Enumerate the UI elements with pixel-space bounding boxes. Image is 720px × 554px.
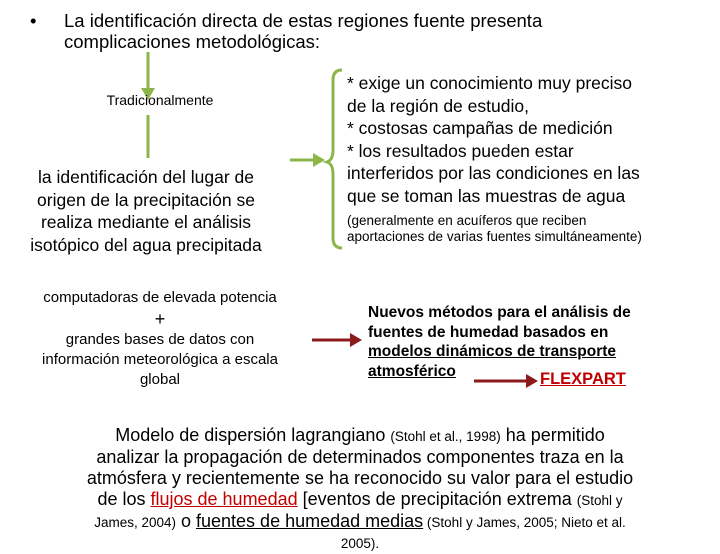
computers-line-3: información meteorológica a escala bbox=[42, 351, 278, 368]
new-methods-line-3: modelos dinámicos de transporte bbox=[368, 343, 617, 360]
model-line-6: 2005). bbox=[340, 536, 380, 551]
ident-line: realiza mediante el análisis bbox=[40, 212, 252, 232]
green-arrow-right-head bbox=[313, 153, 325, 167]
model-text: [eventos de precipitación extrema bbox=[297, 489, 577, 509]
note-line: aportaciones de varias fuentes simultáneamente) bbox=[347, 229, 642, 244]
model-line-1 bbox=[20, 425, 700, 447]
list-item: interferidos por las condiciones en las bbox=[347, 163, 640, 183]
new-methods-line-1: Nuevos métodos para el análisis de bbox=[368, 304, 631, 321]
ident-line: la identificación del lugar de bbox=[38, 167, 254, 187]
computers-line-4: global bbox=[139, 371, 181, 388]
list-item: * exige un conocimiento muy preciso bbox=[347, 73, 633, 93]
new-methods-line-2: fuentes de humedad basados en bbox=[368, 323, 609, 341]
title-line-1: La identificación directa de estas regiones fuente presenta bbox=[64, 10, 543, 31]
mean-moisture-sources: fuentes de humedad medias bbox=[196, 511, 424, 531]
model-text: ha permitido bbox=[500, 425, 605, 445]
traditional-label: Tradicionalmente bbox=[106, 92, 214, 108]
aquifer-note bbox=[347, 213, 717, 245]
moisture-fluxes-highlight: flujos de humedad bbox=[150, 489, 298, 509]
list-item: * los resultados pueden estar bbox=[347, 140, 574, 161]
model-line-5 bbox=[20, 511, 700, 533]
computers-text bbox=[10, 288, 310, 390]
model-line-2: analizar la propagación de determinados componentes traza en la bbox=[96, 447, 624, 467]
list-item: que se toman las muestras de agua bbox=[347, 185, 626, 206]
red-arrow-head bbox=[350, 333, 362, 347]
new-methods-line-4: atmosférico bbox=[368, 362, 456, 380]
note-line: (generalmente en acuíferos que reciben bbox=[347, 213, 587, 228]
green-brace bbox=[327, 70, 342, 248]
complications-list bbox=[347, 72, 717, 207]
citation: (Stohl y James, 2005; Nieto et al. bbox=[423, 515, 626, 530]
citation: (Stohl et al., 1998) bbox=[390, 429, 501, 444]
ident-line: origen de la precipitación se bbox=[37, 189, 255, 210]
title-bullet: • bbox=[30, 10, 37, 31]
model-line-4 bbox=[20, 489, 700, 511]
title-line-2: complicaciones metodológicas: bbox=[64, 31, 321, 52]
citation: (Stohl y bbox=[576, 493, 623, 508]
plus-sign: + bbox=[154, 309, 166, 329]
flexpart-label: FLEXPART bbox=[540, 370, 626, 388]
ident-line: isotópico del agua precipitada bbox=[30, 234, 262, 255]
model-text: de los bbox=[97, 489, 151, 509]
computers-line-1: computadoras de elevada potencia bbox=[43, 289, 277, 306]
model-line-3: atmósfera y recientemente se ha reconocido su valor para el estudio bbox=[86, 468, 634, 488]
list-item: de la región de estudio, bbox=[347, 95, 529, 116]
citation: James, 2004) bbox=[94, 515, 176, 530]
model-paragraph bbox=[20, 425, 700, 554]
list-item: * costosas campañas de medición bbox=[347, 118, 613, 138]
model-text: o bbox=[176, 511, 197, 531]
isotopic-identification-text bbox=[5, 166, 287, 256]
model-text: Modelo de dispersión lagrangiano bbox=[115, 425, 391, 445]
computers-line-2: grandes bases de datos con bbox=[65, 331, 255, 348]
